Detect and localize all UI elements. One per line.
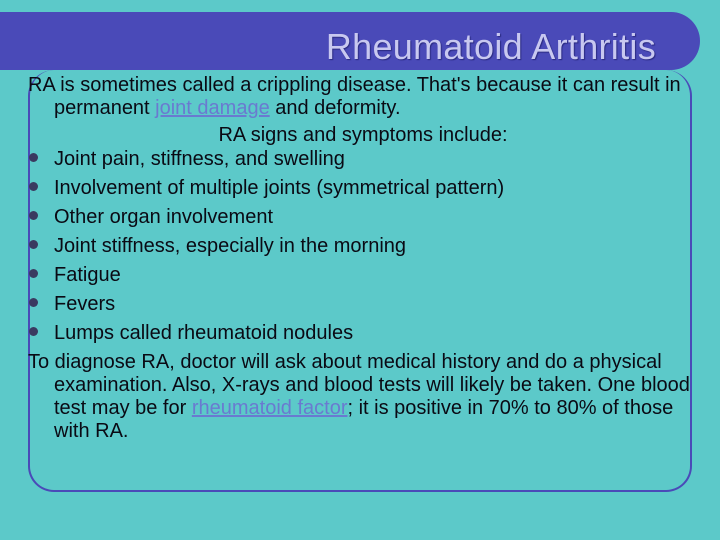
list-item-text: Joint stiffness, especially in the morning (54, 235, 407, 257)
bullet-icon (29, 182, 38, 191)
list-item (28, 293, 698, 316)
intro-text-after: and deformity. (269, 97, 401, 119)
diagnosis-text-after: ; it is positive in 70% to 80% of those with RA. (54, 397, 674, 442)
list-item-text: Other organ involvement (54, 206, 274, 228)
joint-damage-link[interactable]: joint damage (155, 97, 270, 119)
list-item-text: Joint pain, stiffness, and swelling (54, 148, 345, 170)
list-item (28, 264, 698, 287)
list-item-text: Fatigue (54, 264, 121, 286)
bullet-icon (29, 211, 38, 220)
intro-text-before: RA is sometimes called a crippling disease. That's because it can result in permanent (28, 74, 681, 119)
list-item (28, 322, 354, 345)
rheumatoid-factor-link[interactable]: rheumatoid factor (191, 397, 348, 419)
list-item-text: Lumps called rheumatoid nodules (54, 322, 354, 344)
list-item (28, 148, 698, 171)
slide-title: Rheumatoid Arthritis (325, 26, 656, 67)
list-item (28, 177, 698, 200)
diagnosis-text-before: To diagnose RA, doctor will ask about medical history and do a physical examination. Also, X-rays and blood tests will likely be taken. One blood test may be for (28, 351, 690, 419)
diagnosis-paragraph (28, 351, 698, 443)
intro-paragraph (28, 74, 698, 120)
list-item (28, 206, 698, 229)
symptoms-heading: RA signs and symptoms include: (218, 124, 508, 146)
slide-body (28, 74, 698, 443)
list-item-text: Involvement of multiple joints (symmetrical pattern) (54, 177, 505, 199)
bullet-icon (29, 240, 38, 249)
bullet-icon (29, 269, 38, 278)
bullet-icon (29, 153, 38, 162)
title-bar (0, 12, 700, 70)
list-item-text: Fevers (54, 293, 116, 315)
list-item (28, 235, 698, 258)
bullet-icon (29, 298, 38, 307)
bullet-icon (29, 327, 38, 336)
symptom-list (28, 148, 698, 345)
